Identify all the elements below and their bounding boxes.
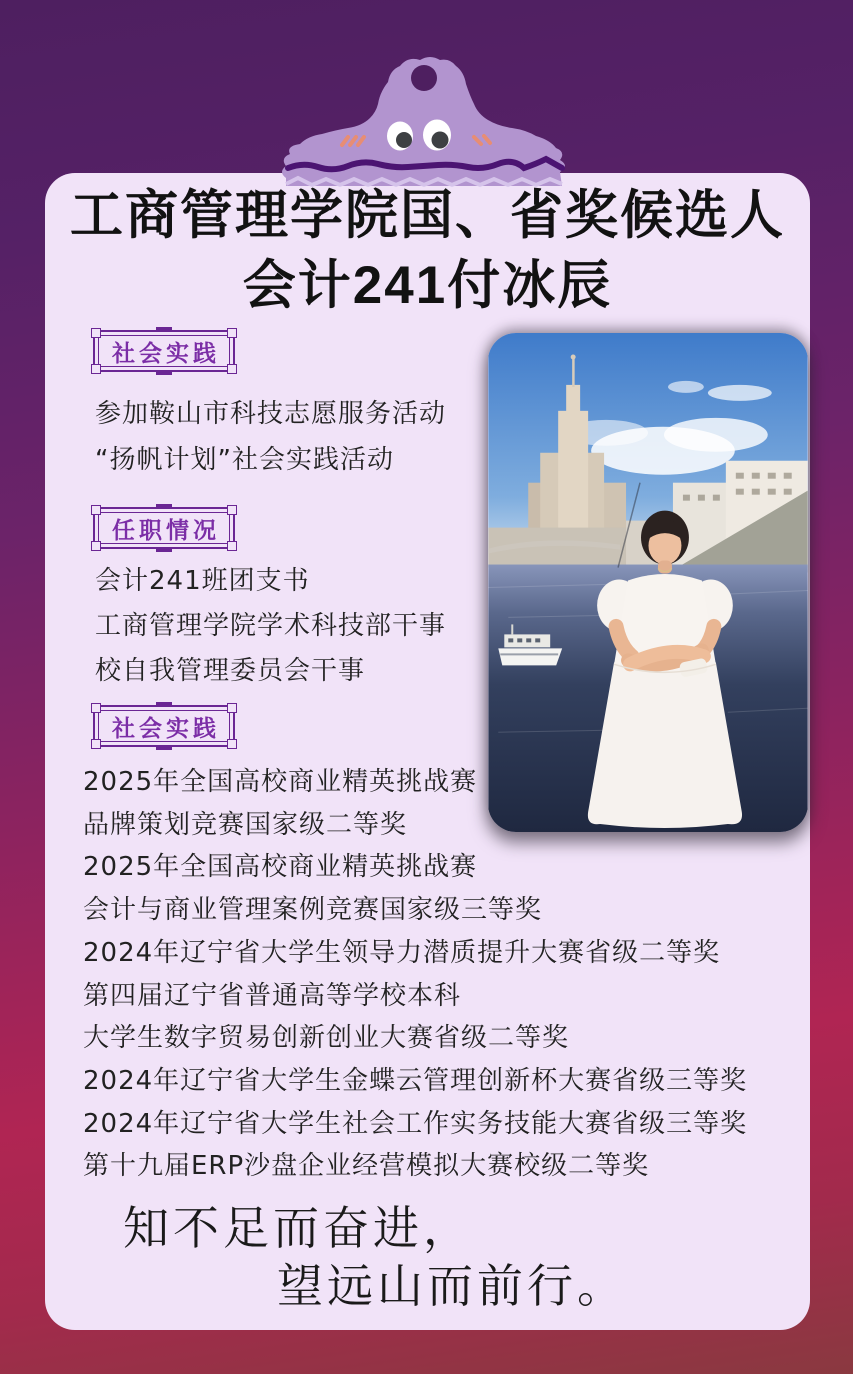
frame-corner-icon <box>91 703 101 713</box>
portrait-illustration <box>488 333 808 832</box>
section-badge-positions <box>93 507 235 549</box>
award-item: 会计与商业管理案例竞赛国家级三等奖 <box>83 895 543 926</box>
frame-corner-icon <box>227 739 237 749</box>
list-item: “扬帆计划”社会实践活动 <box>95 445 394 475</box>
clip-hole <box>411 65 437 91</box>
list-item: 会计241班团支书 <box>95 566 310 596</box>
award-item: 品牌策划竞赛国家级二等奖 <box>83 809 408 840</box>
frame-corner-icon <box>227 703 237 713</box>
frame-tab-icon <box>156 327 172 332</box>
frame-corner-icon <box>227 364 237 374</box>
frame-tab-icon <box>156 702 172 707</box>
award-item: 大学生数字贸易创新创业大赛省级二等奖 <box>83 1023 570 1054</box>
positions-list <box>95 559 446 694</box>
frame-corner-icon <box>91 739 101 749</box>
portrait-photo <box>488 333 808 832</box>
quote-line-1: 知不足而奋进， <box>123 1201 473 1255</box>
award-item: 2024年辽宁省大学生金蝶云管理创新杯大赛省级三等奖 <box>83 1065 748 1096</box>
frame-tab-icon <box>156 547 172 552</box>
frame-corner-icon <box>227 505 237 515</box>
frame-corner-icon <box>91 328 101 338</box>
frame-corner-icon <box>227 541 237 551</box>
award-item: 2025年全国高校商业精英挑战赛 <box>83 852 478 883</box>
frame-corner-icon <box>91 364 101 374</box>
title-line-1: 工商管理学院国、省奖候选人 <box>70 186 785 245</box>
section-badge-awards <box>93 705 235 747</box>
award-item: 2025年全国高校商业精英挑战赛 <box>83 767 478 797</box>
frame-tab-icon <box>156 370 172 375</box>
title-line-2: 会计241付冰辰 <box>242 256 613 315</box>
award-item: 2024年辽宁省大学生社会工作实务技能大赛省级三等奖 <box>83 1108 748 1139</box>
frame-corner-icon <box>91 541 101 551</box>
list-item: 校自我管理委员会干事 <box>95 656 366 686</box>
frame-tab-icon <box>156 504 172 509</box>
badge-label: 社会实践 <box>112 340 220 367</box>
list-item: 工商管理学院学术科技部干事 <box>95 611 447 641</box>
poster-card <box>45 173 810 1330</box>
badge-label: 任职情况 <box>112 517 220 544</box>
section-badge-social-practice <box>93 330 235 372</box>
award-item: 2024年辽宁省大学生领导力潜质提升大赛省级二等奖 <box>83 937 721 968</box>
motto-quote <box>123 1199 627 1315</box>
quote-line-2: 望远山而前行。 <box>277 1259 627 1313</box>
award-item: 第四届辽宁省普通高等学校本科 <box>83 980 462 1011</box>
list-item: 参加鞍山市科技志愿服务活动 <box>95 399 447 429</box>
award-item: 第十九届ERP沙盘企业经营模拟大赛校级二等奖 <box>83 1151 650 1182</box>
badge-label: 社会实践 <box>112 715 220 742</box>
clip-mascot-decoration <box>278 56 578 190</box>
frame-corner-icon <box>227 328 237 338</box>
poster-title <box>45 181 810 321</box>
frame-corner-icon <box>91 505 101 515</box>
social-practice-list <box>95 391 446 483</box>
frame-tab-icon <box>156 745 172 750</box>
